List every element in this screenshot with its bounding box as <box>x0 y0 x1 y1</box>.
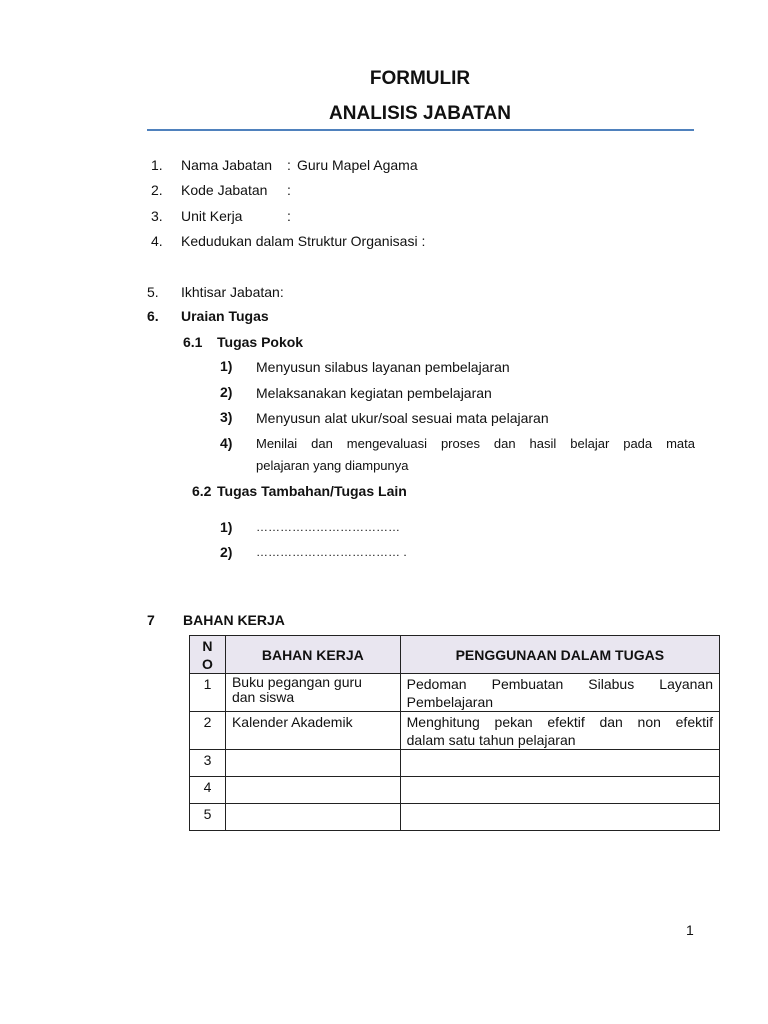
header-no-line2: O <box>202 655 213 672</box>
item-label-nama-jabatan: Nama Jabatan <box>181 157 273 173</box>
header-penggunaan: PENGGUNAAN DALAM TUGAS <box>400 636 719 674</box>
bahan-kerja-table <box>189 635 720 831</box>
item-separator: : <box>287 208 291 224</box>
penggunaan-cell <box>400 777 719 804</box>
table-row <box>190 804 720 831</box>
form-subtitle: ANALISIS JABATAN <box>329 103 511 124</box>
header-no-line1: N <box>202 637 213 654</box>
task-placeholder-dots: ……………………………… . <box>256 545 407 559</box>
penggunaan-cell <box>400 674 719 712</box>
task-number: 2) <box>220 384 233 400</box>
task-number: 2) <box>220 544 233 560</box>
item-label-kode-jabatan: Kode Jabatan <box>181 182 268 198</box>
ikhtisar-label: Ikhtisar Jabatan: <box>181 284 284 300</box>
row-number-cell <box>190 674 226 712</box>
section-heading-bahan-kerja: BAHAN KERJA <box>183 612 285 628</box>
bahan-cell <box>225 712 400 750</box>
bahan-cell <box>225 674 400 712</box>
table-header-row <box>190 636 720 674</box>
bahan-text-continuation: dan siswa <box>231 689 295 705</box>
row-number: 3 <box>203 752 212 768</box>
penggunaan-text: Menghitung pekan efektif dan non efektif <box>406 714 713 730</box>
subsection-number: 6.1 <box>183 334 203 350</box>
task-text: Menilai dan mengevaluasi proses dan hasil belajar pada mata <box>256 436 695 451</box>
form-title: FORMULIR <box>369 68 471 89</box>
header-bahan-kerja: BAHAN KERJA <box>225 636 400 674</box>
table-row <box>190 674 720 712</box>
bahan-cell <box>225 750 400 777</box>
task-text: Menyusun silabus layanan pembelajaran <box>256 359 510 375</box>
bahan-text: Buku pegangan guru <box>231 674 362 690</box>
row-number-cell <box>190 712 226 750</box>
task-number: 4) <box>220 435 233 451</box>
item-separator: : <box>287 182 291 198</box>
section-heading-uraian-tugas: Uraian Tugas <box>181 308 269 324</box>
task-placeholder-dots: ……………………………… <box>256 520 400 534</box>
row-number: 2 <box>203 714 212 730</box>
task-text: Menyusun alat ukur/soal sesuai mata pelajaran <box>256 410 549 426</box>
task-number: 1) <box>220 519 233 535</box>
item-label-unit-kerja: Unit Kerja <box>181 208 243 224</box>
subsection-heading-tugas-pokok: Tugas Pokok <box>217 334 304 350</box>
subsection-number: 6.2 <box>192 483 212 499</box>
row-number: 4 <box>203 779 212 795</box>
row-number: 1 <box>203 676 212 692</box>
bahan-cell <box>225 777 400 804</box>
title-divider <box>147 129 694 131</box>
bahan-text: Kalender Akademik <box>231 714 353 730</box>
penggunaan-text-continuation: Pembelajaran <box>406 694 494 710</box>
penggunaan-cell <box>400 804 719 831</box>
table-row <box>190 712 720 750</box>
penggunaan-text-continuation: dalam satu tahun pelajaran <box>406 732 576 748</box>
subsection-heading-tugas-tambahan: Tugas Tambahan/Tugas Lain <box>217 483 407 499</box>
task-text-continuation: pelajaran yang diampunya <box>256 458 409 473</box>
table-row <box>190 777 720 804</box>
item-value-nama-jabatan: Guru Mapel Agama <box>297 157 418 173</box>
penggunaan-text: Pedoman Pembuatan Silabus Layanan <box>406 676 713 692</box>
item-number: 5. <box>147 284 159 300</box>
bahan-cell <box>225 804 400 831</box>
row-number-cell <box>190 777 226 804</box>
section-number: 7 <box>147 612 155 628</box>
penggunaan-cell <box>400 750 719 777</box>
row-number-cell <box>190 750 226 777</box>
item-number: 1. <box>151 157 163 173</box>
item-separator: : <box>287 157 291 173</box>
task-text: Melaksanakan kegiatan pembelajaran <box>256 385 492 401</box>
penggunaan-cell <box>400 712 719 750</box>
task-number: 3) <box>220 409 233 425</box>
table-row <box>190 750 720 777</box>
page-number: 1 <box>686 922 694 938</box>
row-number: 5 <box>203 806 212 822</box>
item-label-kedudukan: Kedudukan dalam Struktur Organisasi : <box>181 233 426 249</box>
task-number: 1) <box>220 358 233 374</box>
section-number: 6. <box>147 308 159 324</box>
header-no <box>190 636 226 674</box>
item-number: 4. <box>151 233 163 249</box>
row-number-cell <box>190 804 226 831</box>
item-number: 2. <box>151 182 163 198</box>
item-number: 3. <box>151 208 163 224</box>
